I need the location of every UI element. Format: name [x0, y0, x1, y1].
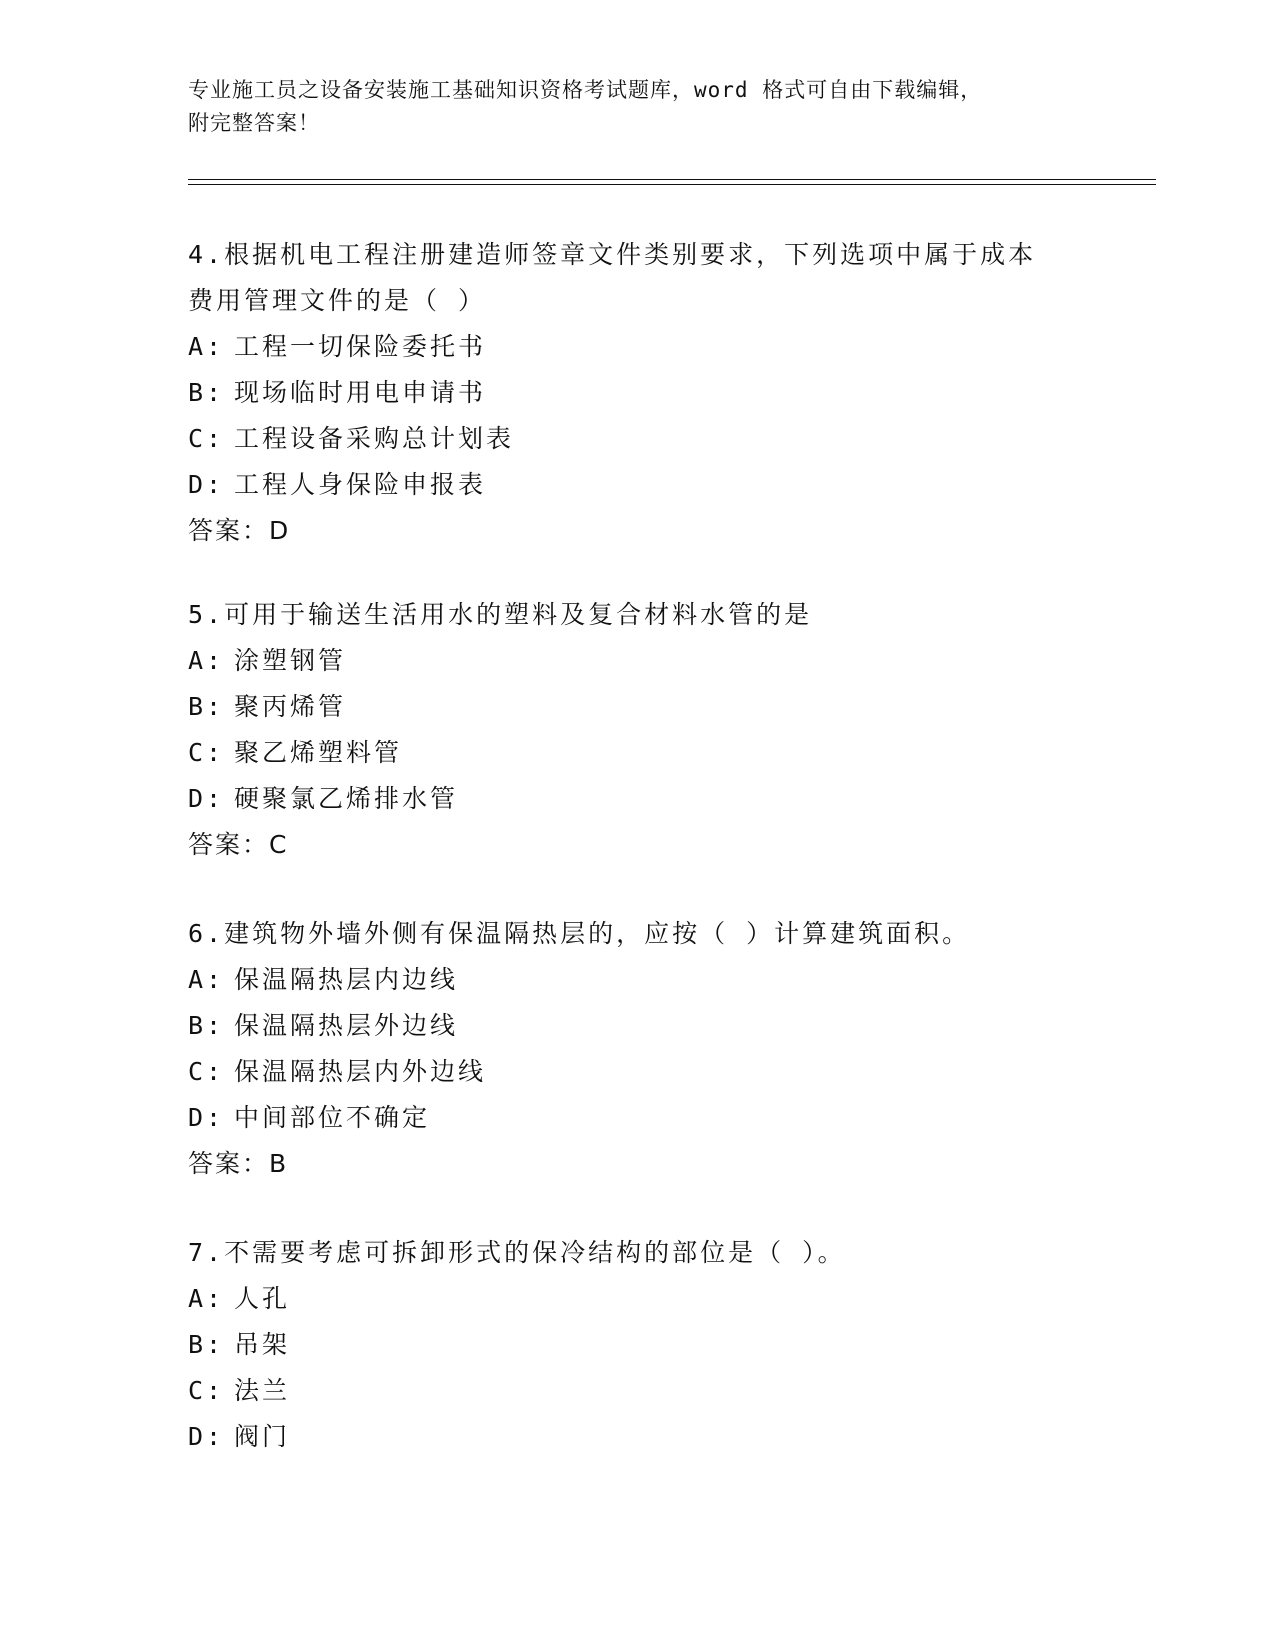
answer-line: 答案：B	[188, 1149, 289, 1178]
option-letter: D:	[188, 470, 225, 499]
option-letter: D:	[188, 1422, 225, 1451]
option-c	[188, 730, 1068, 776]
question-stem-continued: 费用管理文件的是（ ）	[188, 286, 487, 315]
option-letter: C:	[188, 424, 225, 453]
option-text: 保温隔热层内外边线	[234, 1057, 487, 1086]
option-b	[188, 684, 1068, 730]
header-divider-top	[188, 179, 1156, 180]
option-text: 硬聚氯乙烯排水管	[234, 784, 459, 813]
option-text: 聚乙烯塑料管	[234, 738, 403, 767]
question-stem: 6.建筑物外墙外侧有保温隔热层的，应按（ ）计算建筑面积。	[188, 919, 971, 948]
option-c	[188, 1049, 1068, 1095]
option-text: 保温隔热层外边线	[234, 1011, 459, 1040]
option-a	[188, 957, 1068, 1003]
option-text: 吊架	[234, 1330, 291, 1359]
question-stem: 4.根据机电工程注册建造师签章文件类别要求，下列选项中属于成本	[188, 240, 1037, 269]
option-letter: A:	[188, 965, 225, 994]
option-d	[188, 1095, 1068, 1141]
option-text: 中间部位不确定	[234, 1103, 431, 1132]
option-text: 阀门	[234, 1422, 291, 1451]
answer-line: 答案：D	[188, 516, 291, 545]
question-stem: 7.不需要考虑可拆卸形式的保冷结构的部位是（ ）。	[188, 1238, 846, 1267]
question-5	[188, 592, 1068, 868]
option-text: 工程人身保险申报表	[234, 470, 487, 499]
option-text: 工程设备采购总计划表	[234, 424, 515, 453]
question-stem: 5.可用于输送生活用水的塑料及复合材料水管的是	[188, 600, 813, 629]
option-d	[188, 1414, 1068, 1460]
option-letter: A:	[188, 646, 225, 675]
option-text: 涂塑钢管	[234, 646, 347, 675]
option-letter: A:	[188, 332, 225, 361]
option-a	[188, 1276, 1068, 1322]
option-b	[188, 1322, 1068, 1368]
option-letter: C:	[188, 738, 225, 767]
header-line-1: 专业施工员之设备安装施工基础知识资格考试题库，word 格式可自由下载编辑，	[188, 78, 983, 102]
option-letter: C:	[188, 1057, 225, 1086]
option-text: 人孔	[234, 1284, 291, 1313]
option-c	[188, 416, 1068, 462]
header-divider-bottom	[188, 184, 1156, 185]
option-letter: D:	[188, 1103, 225, 1132]
answer-line: 答案：C	[188, 830, 289, 859]
option-text: 保温隔热层内边线	[234, 965, 459, 994]
option-letter: B:	[188, 1330, 225, 1359]
question-7	[188, 1230, 1068, 1460]
option-c	[188, 1368, 1068, 1414]
option-letter: B:	[188, 692, 225, 721]
question-4	[188, 232, 1068, 554]
option-letter: C:	[188, 1376, 225, 1405]
option-a	[188, 638, 1068, 684]
document-header	[188, 74, 1068, 140]
option-text: 法兰	[234, 1376, 291, 1405]
option-text: 现场临时用电申请书	[234, 378, 487, 407]
option-text: 工程一切保险委托书	[234, 332, 487, 361]
question-6	[188, 911, 1068, 1187]
option-text: 聚丙烯管	[234, 692, 347, 721]
option-d	[188, 462, 1068, 508]
option-b	[188, 370, 1068, 416]
header-line-2: 附完整答案！	[188, 111, 320, 135]
option-d	[188, 776, 1068, 822]
option-letter: B:	[188, 1011, 225, 1040]
option-letter: D:	[188, 784, 225, 813]
option-letter: A:	[188, 1284, 225, 1313]
option-letter: B:	[188, 378, 225, 407]
option-b	[188, 1003, 1068, 1049]
option-a	[188, 324, 1068, 370]
